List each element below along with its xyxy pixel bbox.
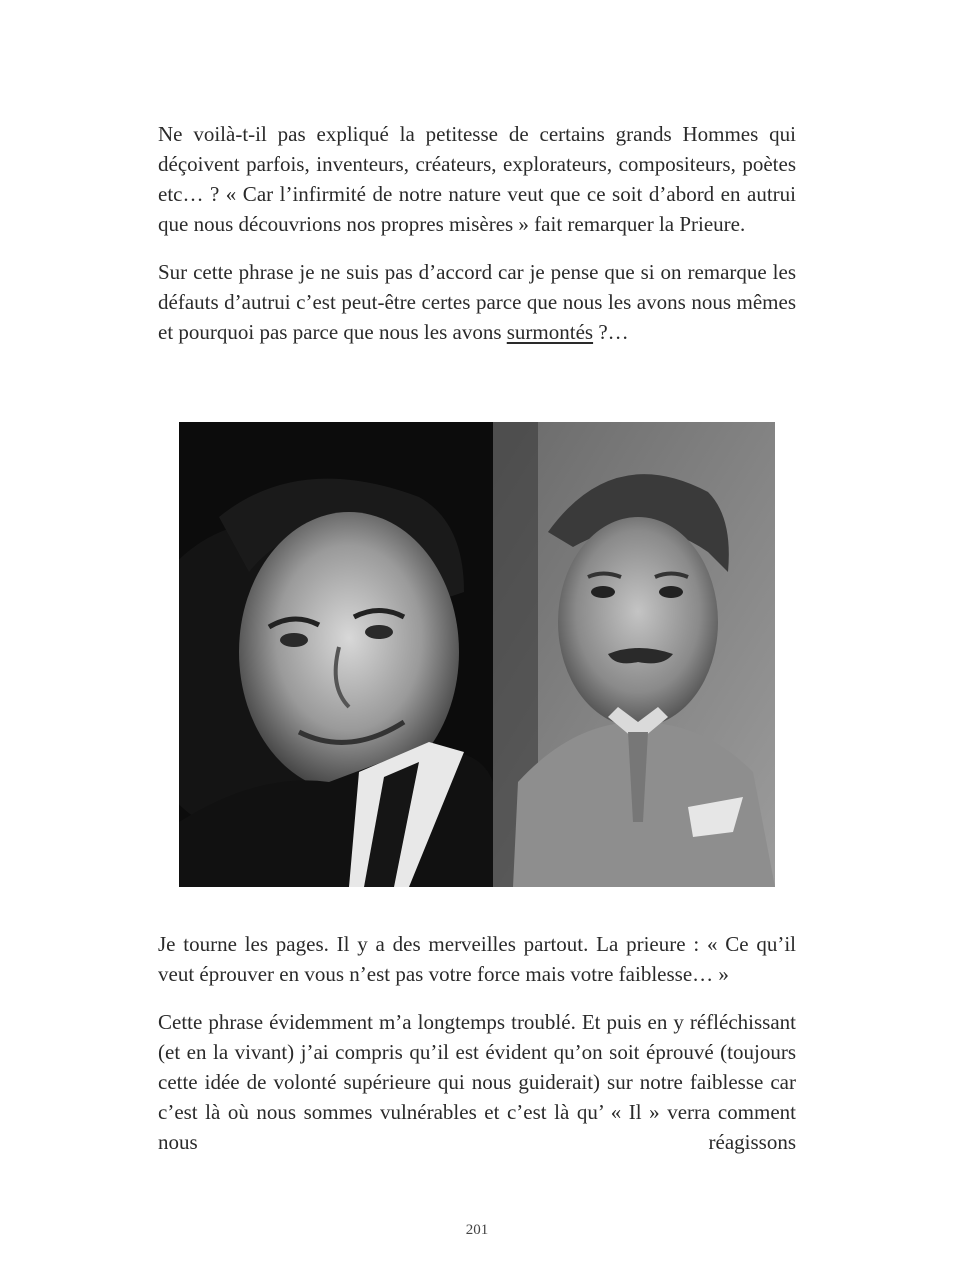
text-block-top [158,119,796,365]
paragraph-4: Cette phrase évidemment m’a longtemps troublé. Et puis en y réfléchissant (et en la vivant) j’ai compris qu’il est évident qu’on soit éprouvé (toujours cette idée de volonté supérieure qui nous guiderait) sur notre faiblesse car c’est là où nous sommes vulnérables et c’est là qu’ « Il » verra comment nous réagissons [158,1010,796,1154]
paragraph-2 [158,257,796,347]
underlined-word: surmontés [506,320,594,344]
paragraph-2-tail: ?… [593,320,629,344]
paragraph-3: Je tourne les pages. Il y a des merveilles partout. La prieure : « Ce qu’il veut éprouver en vous n’est pas votre force mais votre faiblesse… » [158,932,796,986]
portrait-left [179,422,493,887]
portrait-photos [179,422,775,887]
text-block-bottom [158,929,796,1175]
portrait-right [493,422,775,887]
page-number: 201 [465,1222,489,1238]
paragraph-2-text: Sur cette phrase je ne suis pas d’accord car je pense que si on remarque les défauts d’autrui c’est peut-être certes parce que nous les avons nous mêmes et pourquoi pas parce que nous les avons [158,260,796,344]
paragraph-1: Ne voilà-t-il pas expliqué la petitesse de certains grands Hommes qui déçoivent parfois, inventeurs, créateurs, explorateurs, compositeurs, poètes etc… ? « Car l’infirmité de notre nature veut que ce soit d’abord en autrui que nous découvrions nos propres misères » fait remarquer la Prieure. [158,122,796,236]
